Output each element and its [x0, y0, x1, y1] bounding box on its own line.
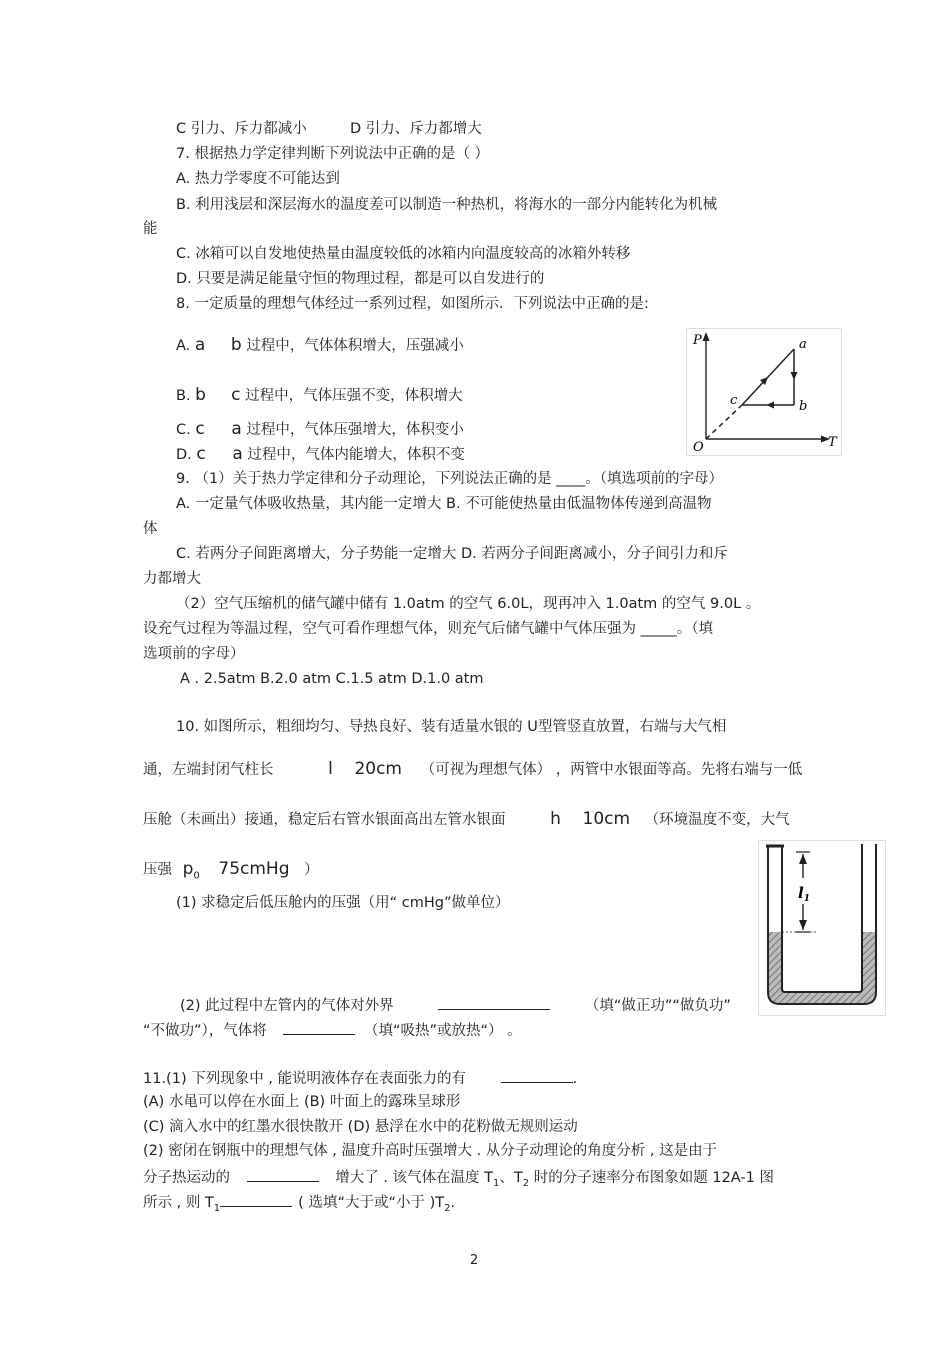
text: 增大了 . 该气体在温度 T	[335, 1170, 494, 1186]
q7-stem: 7. 根据热力学定律判断下列说法中正确的是（ ）	[176, 146, 490, 162]
page-number: 2	[470, 1253, 479, 1268]
option-text: 过程中，气体体积增大，压强减小	[246, 338, 464, 354]
q6-option-c: C 引力、斥力都减小	[176, 121, 307, 137]
text: ( 选填“大于或“小于 )T	[298, 1195, 445, 1211]
text: 所示 , 则 T	[143, 1195, 214, 1211]
q7-option-b-cont: 能	[143, 221, 158, 237]
extension-line	[706, 405, 742, 439]
q9-line-8: 选项前的字母）	[143, 646, 245, 662]
pressure-value: 75cmHg	[218, 859, 290, 879]
answer-blank[interactable]	[247, 1167, 319, 1182]
text: 通，左端封闭气柱长	[143, 762, 274, 778]
option-text: 过程中，气体内能增大，体积不变	[247, 447, 465, 463]
text: 、T	[499, 1170, 523, 1186]
state-to: b	[230, 335, 242, 355]
length-value: l 20cm	[328, 759, 402, 779]
p-axis-label: P	[693, 333, 702, 348]
text: (2) 此过程中左管内的气体对外界	[180, 998, 394, 1014]
subscript: 2	[444, 1202, 451, 1214]
q8-stem: 8. 一定质量的理想气体经过一系列过程，如图所示．下列说法中正确的是:	[176, 296, 649, 312]
text: .	[450, 1195, 456, 1211]
q8-option-b	[176, 386, 463, 405]
text: （填“做正功”“做负功”	[584, 998, 731, 1014]
text: 11.(1) 下列现象中 , 能说明液体存在表面张力的有	[143, 1071, 467, 1087]
subscript: 2	[522, 1177, 530, 1189]
text: （填“吸热”或放热“） 。	[364, 1023, 522, 1039]
q9-line-7: 设充气过程为等温过程，空气可看作理想气体，则充气后储气罐中气体压强为 _____。（填	[143, 621, 714, 637]
subscript: 1	[213, 1202, 221, 1214]
state-from: c	[195, 419, 205, 439]
t-axis-label: T	[828, 435, 837, 450]
q9-line-2: A. 一定量气体吸收热量，其内能一定增大 B. 不可能使热量由低温物体传递到高温物	[176, 496, 712, 512]
q8-option-a	[176, 336, 464, 355]
q7-option-c: C. 冰箱可以自发地使热量由温度较低的冰箱内向温度较高的冰箱外转移	[176, 246, 631, 262]
answer-blank[interactable]	[438, 995, 550, 1010]
q10-sub-1: (1) 求稳定后低压舱内的压强（用“ cmHg”做单位）	[176, 895, 510, 911]
origin-label: O	[693, 440, 704, 455]
q10-line-2	[143, 760, 802, 779]
text: “不做功”），气体将	[143, 1023, 267, 1039]
q9-line-6: （2）空气压缩机的储气罐中储有 1.0atm 的空气 6.0L，现再冲入 1.0atm 的空气 9.0L 。	[176, 596, 761, 612]
text: ）	[304, 862, 319, 878]
q7-option-a: A. 热力学零度不可能达到	[176, 171, 340, 187]
q11-line-5	[143, 1167, 774, 1193]
subscript: 0	[193, 870, 200, 882]
text: 压强	[143, 862, 172, 878]
q8-option-d	[176, 445, 465, 464]
q8-option-c	[176, 420, 464, 439]
arrow-a-b	[791, 372, 798, 380]
point-a-label: a	[799, 337, 807, 352]
q6-option-d: D 引力、斥力都增大	[350, 121, 482, 137]
q11-line-6	[143, 1192, 455, 1218]
text: （可视为理想气体） ，两管中水银面等高。先将右端与一低	[420, 762, 803, 778]
u-tube-figure	[758, 840, 886, 1016]
q11-line-1	[143, 1068, 577, 1088]
answer-blank[interactable]	[501, 1068, 573, 1083]
pt-graph-figure	[686, 328, 842, 456]
option-letter: D.	[176, 447, 192, 463]
text: .	[572, 1071, 578, 1087]
q11-line-3: (C) 滴入水中的红墨水很快散开 (D) 悬浮在水中的花粉做无规则运动	[143, 1119, 578, 1135]
state-from: b	[195, 385, 206, 405]
q7-option-b: B. 利用浅层和深层海水的温度差可以制造一种热机，将海水的一部分内能转化为机械	[176, 197, 718, 213]
arrow-b-c	[766, 402, 774, 409]
text: 时的分子速率分布图象如题 12A-1 图	[529, 1170, 774, 1186]
q10-sub-2	[180, 995, 731, 1015]
q9-line-3: 体	[143, 521, 158, 537]
answer-blank[interactable]	[283, 1020, 355, 1035]
q9-line-5: 力都增大	[143, 571, 201, 587]
q7-option-d: D. 只要是满足能量守恒的物理过程，都是可以自发进行的	[176, 271, 545, 287]
state-to: a	[231, 419, 242, 439]
length-label: $l_1$	[798, 884, 810, 904]
option-letter: C.	[176, 422, 191, 438]
p-axis-arrow	[703, 332, 710, 341]
option-letter: B.	[176, 388, 191, 404]
q11-line-4: (2) 密闭在钢瓶中的理想气体 , 温度升高时压强增大 . 从分子动理论的角度分析 , 这是由于	[143, 1143, 718, 1159]
text: 压舱（未画出）接通，稳定后右管水银面高出左管水银面	[143, 812, 506, 828]
text: 分子热运动的	[143, 1170, 230, 1186]
q9-choices: A . 2.5atm B.2.0 atm C.1.5 atm D.1.0 atm	[180, 671, 484, 687]
q10-line-4	[143, 860, 319, 885]
q9-line-4: C. 若两分子间距离增大，分子势能一定增大 D. 若两分子间距离减小，分子间引力和斥	[176, 546, 728, 562]
pressure-symbol	[183, 860, 200, 885]
option-text: 过程中，气体压强不变，体积增大	[245, 388, 463, 404]
point-b-label: b	[799, 399, 808, 414]
option-text: 过程中，气体压强增大，体积变小	[246, 422, 464, 438]
point-c-label: c	[730, 393, 738, 408]
height-value: h 10cm	[550, 809, 631, 829]
answer-blank[interactable]	[220, 1192, 292, 1207]
p-symbol: p	[182, 859, 194, 879]
q10-line-1: 10. 如图所示，粗细均匀、导热良好、装有适量水银的 U型管竖直放置，右端与大气相	[176, 719, 727, 735]
q11-line-2: (A) 水黾可以停在水面上 (B) 叶面上的露珠呈球形	[143, 1094, 461, 1110]
state-from: c	[196, 444, 206, 464]
text: （环境温度不变，大气	[644, 812, 790, 828]
state-to: a	[232, 444, 243, 464]
state-to: c	[231, 385, 241, 405]
q9-line-1: 9. （1）关于热力学定律和分子动理论，下列说法正确的是 ____。（填选项前的字母）	[176, 471, 724, 487]
q10-line-3	[143, 810, 790, 829]
state-from: a	[194, 335, 206, 355]
subscript: 1	[493, 1177, 500, 1189]
q10-sub-2-cont	[143, 1020, 522, 1040]
option-letter: A.	[176, 338, 191, 354]
